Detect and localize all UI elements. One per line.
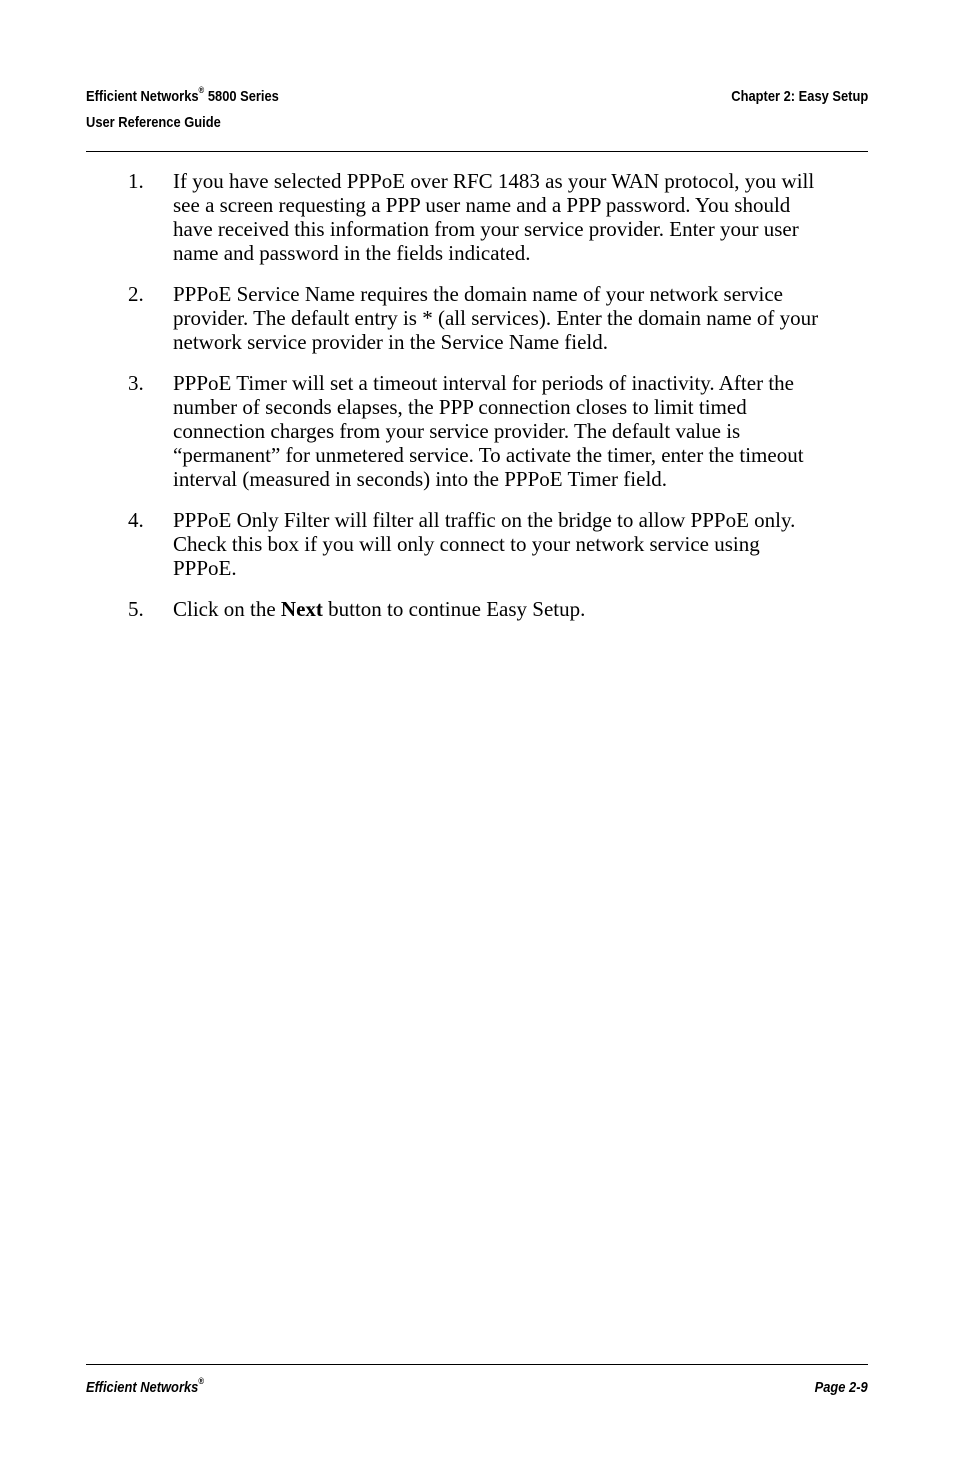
header-guide-title: User Reference Guide bbox=[86, 114, 221, 131]
step-number: 2. bbox=[128, 282, 144, 306]
header-brand: Efficient Networks bbox=[86, 88, 199, 105]
header-chapter: Chapter 2: Easy Setup bbox=[731, 88, 868, 105]
header-product-line bbox=[86, 84, 279, 110]
next-button-reference: Next bbox=[280, 597, 323, 621]
step-text: PPPoE Only Filter will filter all traffic on the bridge to allow PPPoE only. Check this box if you will only connect to your network service using PPPoE. bbox=[173, 508, 796, 580]
instruction-list bbox=[128, 169, 828, 638]
step-number: 1. bbox=[128, 169, 144, 193]
header-divider bbox=[86, 151, 868, 152]
header-series: 5800 Series bbox=[204, 88, 279, 105]
footer-brand: Efficient Networks bbox=[86, 1379, 199, 1396]
header-registered-mark: ® bbox=[198, 85, 205, 95]
step-text: PPPoE Service Name requires the domain name of your network service provider. The default entry is * (all services). Enter the domain name of your network service provider in the Service Name field. bbox=[173, 282, 819, 354]
step-text: If you have selected PPPoE over RFC 1483 as your WAN protocol, you will see a screen requesting a PPP user name and a PPP password. You should have received this information from your service provider. Enter your user name and password in the fields indicated. bbox=[173, 169, 815, 265]
footer-brand-line bbox=[86, 1375, 204, 1401]
step-number: 3. bbox=[128, 371, 144, 395]
footer-divider bbox=[86, 1364, 868, 1365]
list-item bbox=[128, 508, 828, 580]
step-text-before: Click on the bbox=[173, 597, 281, 621]
step-number: 4. bbox=[128, 508, 144, 532]
list-item bbox=[128, 371, 828, 491]
step-text bbox=[173, 597, 828, 621]
list-item bbox=[128, 169, 828, 265]
list-item bbox=[128, 597, 828, 621]
step-text-after: button to continue Easy Setup. bbox=[322, 597, 586, 621]
list-item bbox=[128, 282, 828, 354]
step-number: 5. bbox=[128, 597, 144, 621]
footer-registered-mark: ® bbox=[198, 1376, 205, 1386]
running-header-left bbox=[86, 84, 279, 136]
page-number: Page 2-9 bbox=[814, 1379, 868, 1396]
step-text: PPPoE Timer will set a timeout interval for periods of inactivity. After the number of seconds elapses, the PPP connection closes to limit timed connection charges from your service provider. The default value is “permanent” for unmetered service. To activate the timer, enter the timeout interval (measured in seconds) into the PPPoE Timer field. bbox=[173, 371, 804, 491]
